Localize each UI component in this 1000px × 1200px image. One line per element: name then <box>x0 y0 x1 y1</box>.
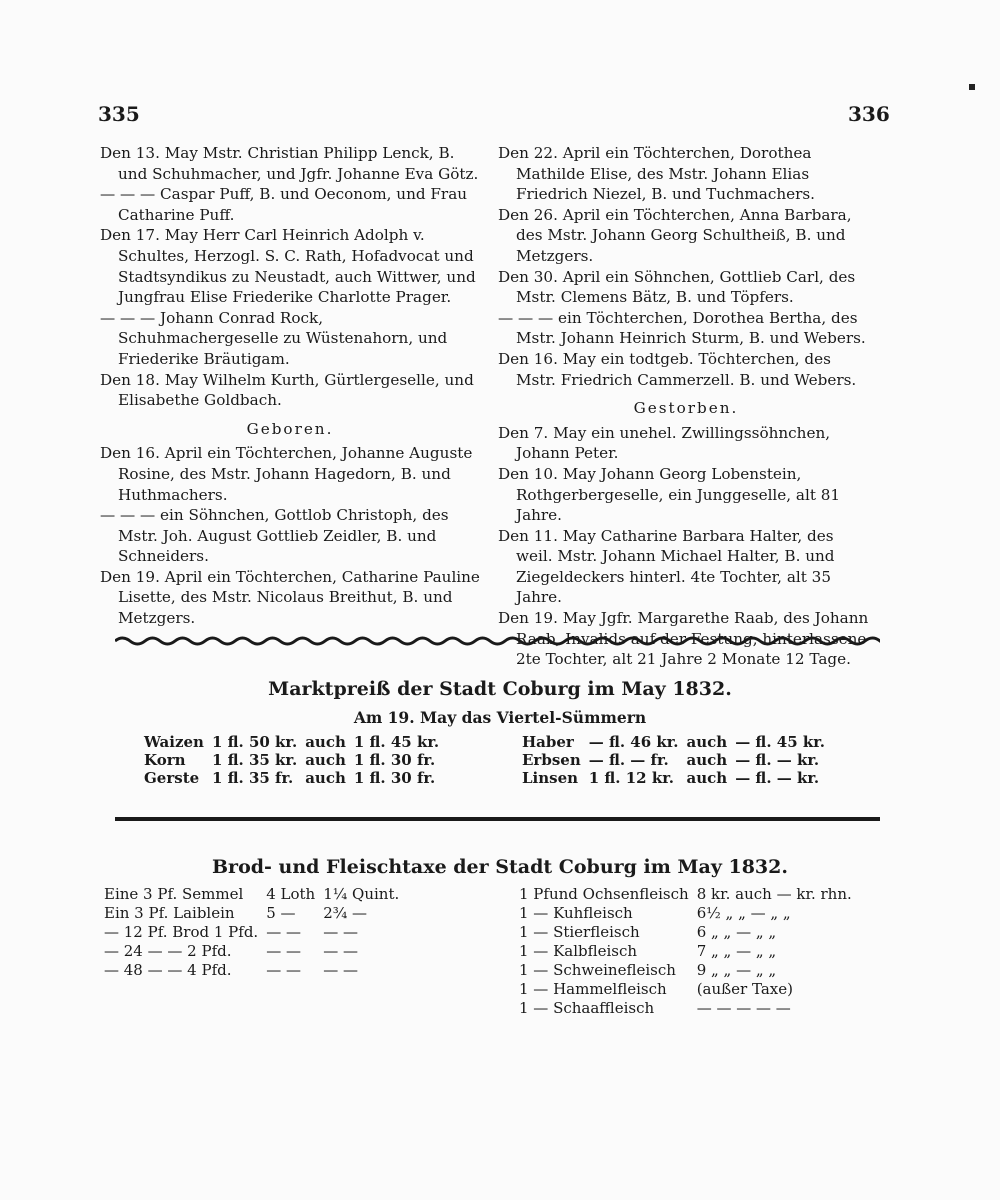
table-cell: Erbsen <box>522 751 581 769</box>
table-cell: auch <box>305 733 346 751</box>
table-cell: 6 „ „ — „ „ <box>696 922 777 941</box>
market-row <box>518 769 829 787</box>
right-column <box>498 143 874 670</box>
table-cell: auch <box>686 733 728 751</box>
register-entry: — — — ein Söhnchen, Gottlob Christoph, des Mstr. Joh. August Gottlieb Zeidler, B. und Schneiders. <box>100 506 449 566</box>
table-cell: 9 „ „ — „ „ <box>696 960 777 979</box>
register-entry: Den 17. May Herr Carl Heinrich Adolph v. Schultes, Herzogl. S. C. Rath, Hofadvocat und Stadtsyndikus zu Neustadt, auch Wittwer, und Jungfrau Elise Friederike Charlotte Prager. <box>100 226 476 307</box>
table-cell: — fl. — kr. <box>735 769 820 787</box>
table-cell: — 12 Pf. Brod 1 Pfd. <box>104 922 259 941</box>
register-entry: Den 18. May Wilhelm Kurth, Gürtlergeselle, und Elisabethe Goldbach. <box>100 370 474 410</box>
bread-table-left <box>100 884 403 979</box>
market-title: Marktpreiß der Stadt Coburg im May 1832. <box>268 678 732 700</box>
table-cell: Ein 3 Pf. Laiblein <box>104 903 235 922</box>
table-cell: 1 fl. 30 fr. <box>353 769 436 787</box>
market-table-left <box>140 733 443 787</box>
table-cell: 1 — Kuhfleisch <box>519 903 633 922</box>
bread-title: Brod- und Fleischtaxe der Stadt Coburg im May 1832. <box>212 856 788 878</box>
table-cell: — fl. — kr. <box>735 751 820 769</box>
register-entry: Den 19. April ein Töchterchen, Catharine Pauline Lisette, des Mstr. Nicolaus Breithut, B. und Metzgers. <box>100 567 480 628</box>
table-cell: 1 — Stierfleisch <box>519 922 640 941</box>
table-cell: — fl. — fr. <box>588 751 669 769</box>
wavy-divider <box>115 634 880 648</box>
table-cell: auch <box>686 751 728 769</box>
table-cell: 5 — <box>266 903 296 922</box>
table-cell: 1 — Kalbfleisch <box>519 941 638 960</box>
table-cell: — — <box>266 922 301 941</box>
page-number-left: 335 <box>98 102 140 126</box>
register-entry: — — — Caspar Puff, B. und Oeconom, und Frau Catharine Puff. <box>100 185 468 224</box>
table-cell: 1 fl. 50 kr. <box>211 733 298 751</box>
market-subtitle: Am 19. May das Viertel-Sümmern <box>353 708 647 727</box>
table-cell: Korn <box>144 751 186 769</box>
horizontal-rule <box>115 817 880 821</box>
section-heading: Gestorben. <box>633 399 739 418</box>
market-row <box>140 769 443 787</box>
table-cell: 1 — Schweinefleisch <box>519 960 676 979</box>
table-cell: — — <box>323 941 358 960</box>
register-entry: Den 13. May Mstr. Christian Philipp Lenck, B. und Schuhmacher, und Jgfr. Johanne Eva Götz. <box>100 144 479 183</box>
section-heading: Geboren. <box>246 419 334 438</box>
register-entry: Den 22. April ein Töchterchen, Dorothea Mathilde Elise, des Mstr. Johann Elias Friedrich Niezel, B. und Tuchmachers. <box>498 144 815 204</box>
table-cell: 7 „ „ — „ „ <box>696 941 777 960</box>
register-entry: Den 16. April ein Töchterchen, Johanne Auguste Rosine, des Mstr. Johann Hagedorn, B. und Huthmachers. <box>100 444 473 504</box>
ink-speck <box>969 84 975 90</box>
table-cell: 1 — Hammelfleisch <box>519 979 667 998</box>
register-entry: — — — Johann Conrad Rock, Schuhmachergeselle zu Wüstenahorn, und Friederike Bräutigam. <box>100 308 448 368</box>
bread-row <box>100 903 403 922</box>
table-cell: — — <box>323 960 358 979</box>
table-cell: — — — — — <box>696 998 791 1017</box>
bread-row <box>100 941 403 960</box>
table-cell: — — <box>323 922 358 941</box>
table-cell: — 48 — — 4 Pfd. <box>104 960 232 979</box>
meat-row <box>515 884 856 903</box>
meat-row <box>515 960 856 979</box>
left-column <box>100 143 480 629</box>
table-cell: 1 fl. 35 kr. <box>211 751 298 769</box>
meat-row <box>515 922 856 941</box>
table-cell: (außer Taxe) <box>696 979 793 998</box>
page-number-right: 336 <box>848 102 890 126</box>
table-cell: 1 fl. 30 fr. <box>353 751 436 769</box>
bread-row <box>100 884 403 903</box>
register-entry: Den 16. May ein todtgeb. Töchterchen, des Mstr. Friedrich Cammerzell. B. und Webers. <box>498 349 857 389</box>
market-row <box>140 751 443 769</box>
table-cell: 1 Pfund Ochsenfleisch <box>519 884 689 903</box>
register-entry: Den 7. May ein unehel. Zwillingssöhnchen, Johann Peter. <box>498 423 831 463</box>
table-cell: 1 fl. 35 fr. <box>211 769 294 787</box>
table-cell: Eine 3 Pf. Semmel <box>104 884 244 903</box>
table-cell: 6½ „ „ — „ „ <box>696 903 791 922</box>
bread-table-right <box>515 884 856 1017</box>
register-entry: Den 11. May Catharine Barbara Halter, des weil. Mstr. Johann Michael Halter, B. und Ziegeldeckers hinterl. 4te Tochter, alt 35 Jahre. <box>498 526 835 607</box>
register-entry: — — — ein Töchterchen, Dorothea Bertha, des Mstr. Johann Heinrich Sturm, B. und Webers. <box>498 308 866 348</box>
market-row <box>518 751 829 769</box>
meat-row <box>515 998 856 1017</box>
table-cell: auch <box>305 769 346 787</box>
table-cell: auch <box>686 769 728 787</box>
table-cell: — — <box>266 941 301 960</box>
table-cell: — fl. 46 kr. <box>588 733 679 751</box>
register-entry: Den 30. April ein Söhnchen, Gottlieb Carl, des Mstr. Clemens Bätz, B. und Töpfers. <box>498 267 856 307</box>
table-cell: 1 fl. 12 kr. <box>588 769 674 787</box>
bread-row <box>100 922 403 941</box>
table-cell: 1¼ Quint. <box>323 884 400 903</box>
table-cell: 1 fl. 45 kr. <box>353 733 440 751</box>
table-cell: 8 kr. auch — kr. rhn. <box>696 884 852 903</box>
meat-row <box>515 903 856 922</box>
table-cell: Haber <box>522 733 574 751</box>
table-cell: — fl. 45 kr. <box>735 733 826 751</box>
table-cell: 4 Loth <box>266 884 316 903</box>
table-cell: 2¾ — <box>323 903 368 922</box>
table-cell: Linsen <box>522 769 579 787</box>
table-cell: — 24 — — 2 Pfd. <box>104 941 232 960</box>
table-cell: — — <box>266 960 301 979</box>
table-cell: 1 — Schaaffleisch <box>519 998 655 1017</box>
meat-row <box>515 979 856 998</box>
bread-row <box>100 960 403 979</box>
register-entry: Den 26. April ein Töchterchen, Anna Barbara, des Mstr. Johann Georg Schultheiß, B. und Metzgers. <box>498 205 852 265</box>
register-entry: Den 19. May Jgfr. Margarethe Raab, des Johann Raab, Invalids auf der Festung, hinterlassene 2te Tochter, alt 21 Jahre 2 Monate 12 Tage. <box>498 609 869 669</box>
table-cell: Waizen <box>144 733 204 751</box>
market-row <box>518 733 829 751</box>
register-entry: Den 10. May Johann Georg Lobenstein, Rothgerbergeselle, ein Junggeselle, alt 81 Jahre. <box>498 464 841 525</box>
market-table-right <box>518 733 829 787</box>
table-cell: Gerste <box>144 769 200 787</box>
table-cell: auch <box>305 751 346 769</box>
meat-row <box>515 941 856 960</box>
market-row <box>140 733 443 751</box>
